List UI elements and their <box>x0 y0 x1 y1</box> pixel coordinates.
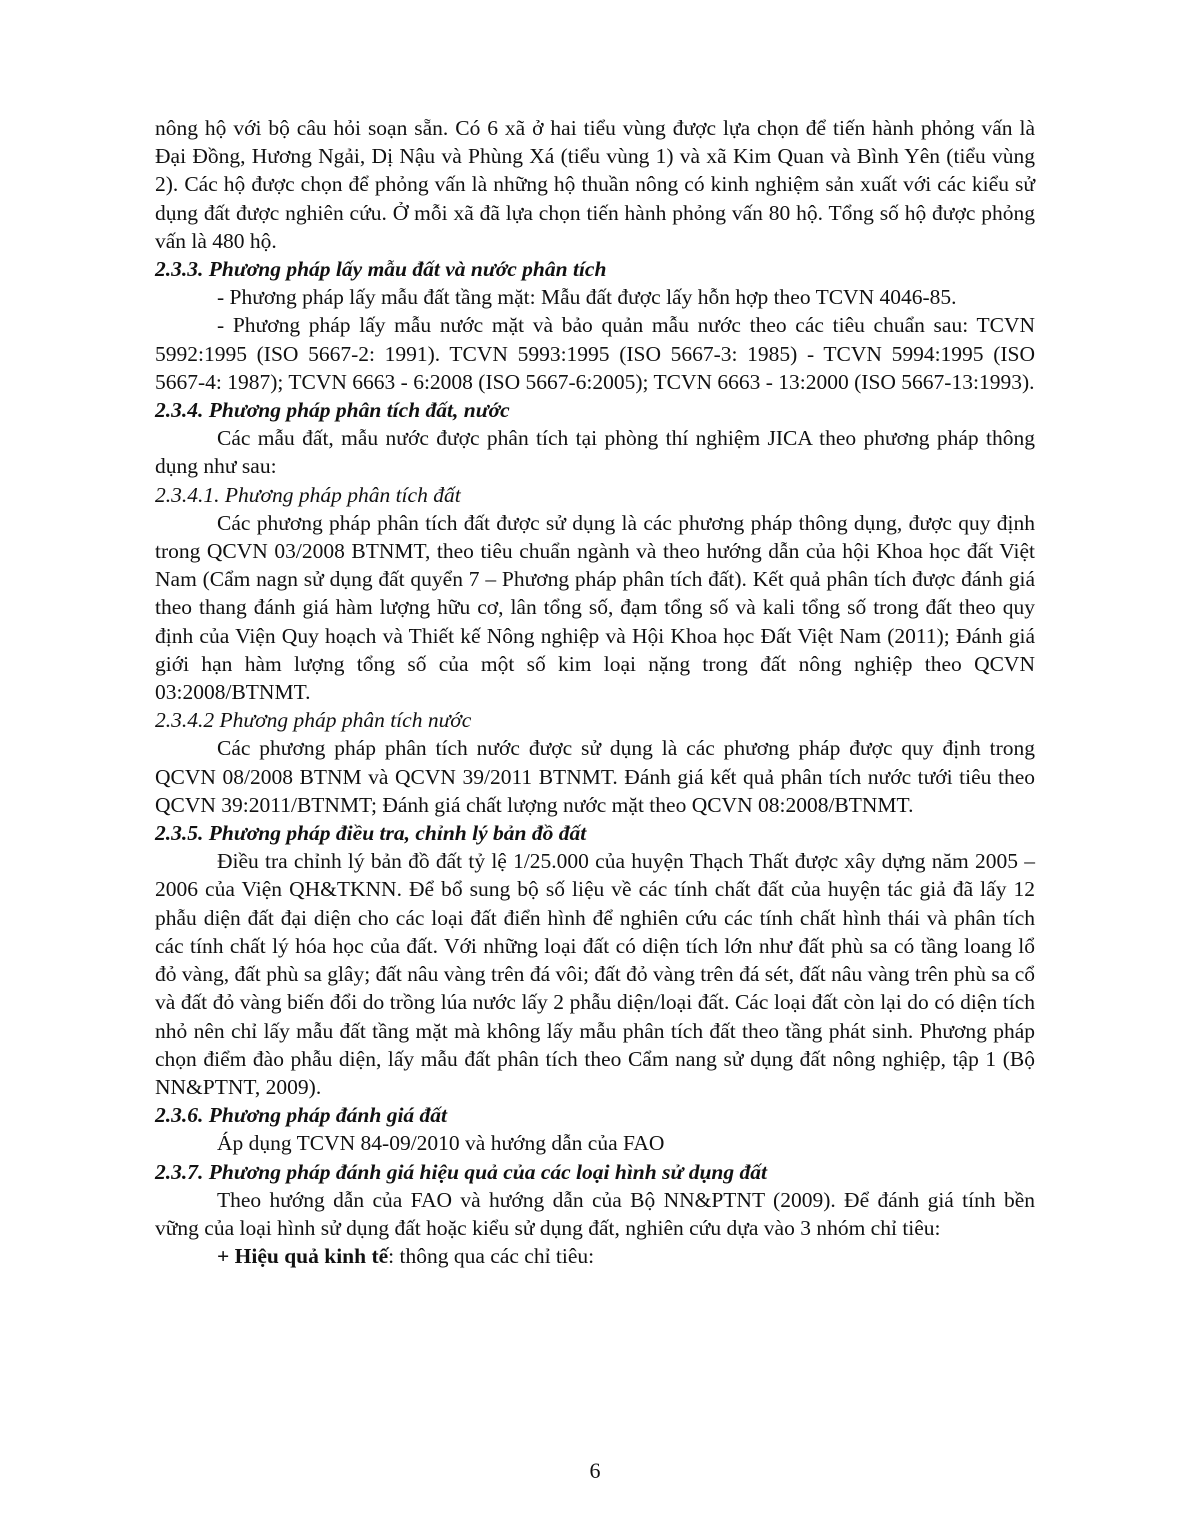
heading-2-3-6: 2.3.6. Phương pháp đánh giá đất <box>155 1103 448 1128</box>
paragraph-2-3-3-b: - Phương pháp lấy mẫu nước mặt và bảo quản mẫu nước theo các tiêu chuẩn sau: TCVN 5992:1995 (ISO 5667-2: 1991). TCVN 5993:1995 (ISO 5667-3: 1985) - TCVN 5994:1995 (ISO 5667-4: 1987); TCVN 6663 - 6:2008 (ISO 5667-6:2005); TCVN 6663 - 13:2000 (ISO 5667-13:1993). <box>155 313 1035 394</box>
paragraph-2-3-4-2: Các phương pháp phân tích nước được sử dụng là các phương pháp được quy định trong QCVN 08/2008 BTNM và QCVN 39/2011 BTNMT. Đánh giá kết quả phân tích nước tưới tiêu theo QCVN 39:2011/BTNMT; Đánh giá chất lượng nước mặt theo QCVN 08:2008/BTNMT. <box>155 736 1035 817</box>
paragraph-2-3-3-a: - Phương pháp lấy mẫu đất tầng mặt: Mẫu đất được lấy hỗn hợp theo TCVN 4046-85. <box>217 285 957 310</box>
heading-2-3-4-2: 2.3.4.2 Phương pháp phân tích nước <box>155 708 472 733</box>
heading-2-3-7: 2.3.7. Phương pháp đánh giá hiệu quả của các loại hình sử dụng đất <box>155 1159 767 1184</box>
paragraph-2-3-4-1: Các phương pháp phân tích đất được sử dụng là các phương pháp thông dụng, được quy định trong QCVN 03/2008 BTNMT, theo tiêu chuẩn ngành và theo hướng dẫn của hội Khoa học đất Việt Nam (Cẩm nagn sử dụng đất quyển 7 – Phương pháp phân tích đất). Kết quả phân tích được đánh giá theo thang đánh giá hàm lượng hữu cơ, lân tổng số, đạm tổng số và kali tổng số trong đất theo quy định của Viện Quy hoạch và Thiết kế Nông nghiệp và Hội Khoa học Đất Việt Nam (2011); Đánh giá giới hạn hàm lượng tổng số của một số kim loại nặng trong đất nông nghiệp theo QCVN 03:2008/BTNMT. <box>155 510 1035 705</box>
economic-efficiency-text: : thông qua các chỉ tiêu: <box>388 1244 595 1269</box>
heading-2-3-3: 2.3.3. Phương pháp lấy mẫu đất và nước phân tích <box>155 257 607 282</box>
page-number: 6 <box>589 1458 601 1483</box>
heading-2-3-5: 2.3.5. Phương pháp điều tra, chỉnh lý bản đồ đất <box>155 821 587 846</box>
document-body <box>155 114 1035 1270</box>
paragraph-2-3-5: Điều tra chỉnh lý bản đồ đất tỷ lệ 1/25.000 của huyện Thạch Thất được xây dựng năm 2005 – 2006 của Viện QH&TKNN. Để bổ sung bộ số liệu về các tính chất đất của huyện tác giả đã lấy 12 phẫu diện đất đại diện cho các loại đất điển hình để nghiên cứu các tính chất hình thái và phân tích các tính chất lý hóa học của đất. Với những loại đất có diện tích lớn như đất phù sa có tầng loang lổ đỏ vàng, đất phù sa glây; đất nâu vàng trên đá vôi; đất đỏ vàng trên đá sét, đất nâu vàng trên phù sa cổ và đất đỏ vàng biến đổi do trồng lúa nước lấy 2 phẫu diện/loại đất. Các loại đất còn lại do có diện tích nhỏ nên chỉ lấy mẫu đất tầng mặt mà không lấy mẫu phân tích đất theo tầng phát sinh. Phương pháp chọn điểm đào phẫu diện, lấy mẫu đất phân tích theo Cẩm nang sử dụng đất nông nghiệp, tập 1 (Bộ NN&PTNT, 2009). <box>155 849 1035 1099</box>
paragraph-economic-efficiency <box>155 1242 1035 1270</box>
paragraph-2-3-4: Các mẫu đất, mẫu nước được phân tích tại phòng thí nghiệm JICA theo phương pháp thông dụng như sau: <box>155 426 1035 479</box>
paragraph-2-3-7: Theo hướng dẫn của FAO và hướng dẫn của Bộ NN&PTNT (2009). Để đánh giá tính bền vững của loại hình sử dụng đất hoặc kiểu sử dụng đất, nghiên cứu dựa vào 3 nhóm chỉ tiêu: <box>155 1187 1035 1240</box>
paragraph-2-3-6: Áp dụng TCVN 84-09/2010 và hướng dẫn của FAO <box>217 1131 665 1156</box>
heading-2-3-4-1: 2.3.4.1. Phương pháp phân tích đất <box>155 482 461 507</box>
heading-2-3-4: 2.3.4. Phương pháp phân tích đất, nước <box>155 398 510 423</box>
paragraph-intro: nông hộ với bộ câu hỏi soạn sẵn. Có 6 xã ở hai tiểu vùng được lựa chọn để tiến hành phỏng vấn là Đại Đồng, Hương Ngải, Dị Nậu và Phùng Xá (tiểu vùng 1) và xã Kim Quan và Bình Yên (tiểu vùng 2). Các hộ được chọn để phỏng vấn là những hộ thuần nông có kinh nghiệm sản xuất với các kiểu sử dụng đất được nghiên cứu. Ở mỗi xã đã lựa chọn tiến hành phỏng vấn 80 hộ. Tổng số hộ được phỏng vấn là 480 hộ. <box>155 116 1035 253</box>
economic-efficiency-label: + Hiệu quả kinh tế <box>217 1244 389 1269</box>
